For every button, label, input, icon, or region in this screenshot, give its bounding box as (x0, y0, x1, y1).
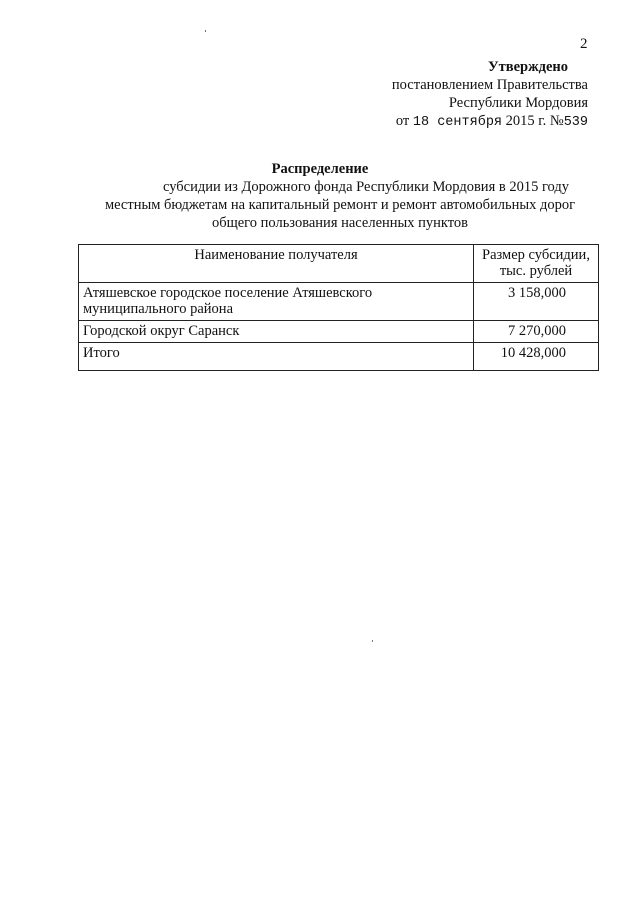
recipient-name-cell (79, 283, 474, 321)
header-subsidy-amount-line-2: тыс. рублей (499, 263, 573, 279)
recipient-name-line-2: муниципального района (83, 301, 233, 317)
scan-speck (205, 30, 206, 32)
approval-date-prefix: от (395, 113, 410, 129)
approval-heading: Утверждено (488, 59, 568, 75)
approval-line-resolution: постановлением Правительства (391, 77, 588, 93)
document-subtitle-line-2: местным бюджетам на капитальный ремонт и ремонт автомобильных дорог (104, 197, 576, 213)
approval-date-line (360, 112, 588, 132)
approval-block (360, 58, 588, 132)
total-amount-cell: 10 428,000 (474, 343, 599, 371)
subsidy-amount-cell: 3 158,000 (474, 283, 599, 321)
subsidy-amount-cell: 7 270,000 (474, 321, 599, 343)
header-recipient-name: Наименование получателя (79, 245, 474, 283)
header-subsidy-amount (474, 245, 599, 283)
scan-speck (372, 640, 373, 642)
page-number: 2 (580, 36, 588, 52)
document-subtitle-line-3: общего пользования населенных пунктов (211, 215, 469, 231)
table-total-row (79, 343, 599, 371)
document-subtitle-line-1: субсидии из Дорожного фонда Республики Мордовия в 2015 году (163, 179, 569, 195)
recipient-name-cell: Городской округ Саранск (79, 321, 474, 343)
recipient-name-line-1: Атяшевское городское поселение Атяшевского (83, 285, 373, 301)
approval-date-year: 2015 г. № (505, 113, 564, 129)
document-heading: Распределение (271, 161, 369, 177)
approval-line-republic: Республики Мордовия (448, 95, 588, 111)
table-row (79, 321, 599, 343)
total-label-cell: Итого (79, 343, 474, 371)
approval-date-handwritten: 18 сентября (412, 115, 503, 130)
subsidy-table (78, 244, 599, 371)
table-header-row (79, 245, 599, 283)
table-row (79, 283, 599, 321)
header-subsidy-amount-line-1: Размер субсидии, (482, 247, 590, 263)
document-title-block (60, 160, 620, 232)
approval-number: 539 (563, 115, 588, 130)
